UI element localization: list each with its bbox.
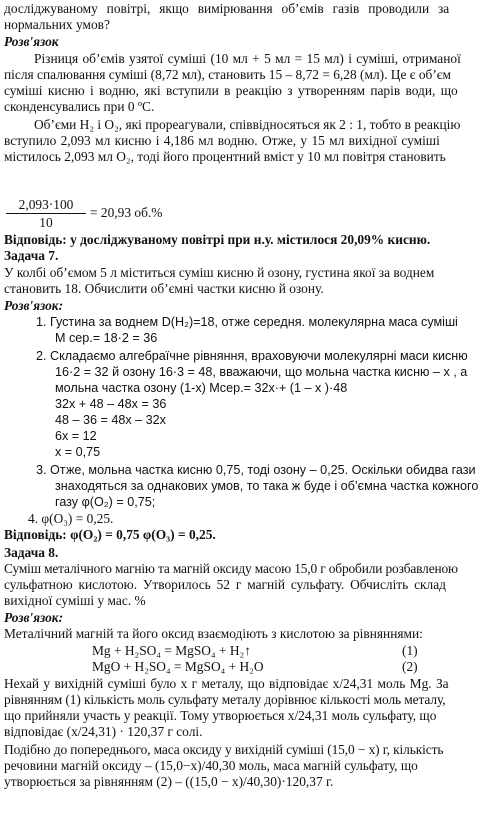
text-line: досліджуваному повітрі, якщо вимірювання об’ємів газів проводили за bbox=[4, 1, 450, 16]
equation-number: (1) bbox=[402, 643, 418, 658]
text-line: Об’єми H₂ і O₂, які прореагували, співвідносяться як 2 : 1, тобто в реакцію bbox=[34, 117, 461, 132]
list-item: 1. Густина за воднем D(H₂)=18, отже середня. молекулярна маса суміші bbox=[36, 315, 458, 329]
text-line: 16·2 = 32 й озону 16·3 = 48, вважаючи, що мольна частка кисню – х , а bbox=[55, 365, 468, 379]
text-line: відповідає (х/24,31) · 120,37 г солі. bbox=[4, 724, 203, 739]
equation-line: 48 – 36 = 48х – 32х bbox=[55, 413, 166, 427]
section-heading: Розв'язок: bbox=[4, 298, 64, 313]
text-line: Різниця об’ємів узятої суміші (10 мл + 5 мл = 15 мл) і суміші, отриманої bbox=[34, 51, 461, 66]
reaction-equation: MgO + H₂SO₄ = MgSO₄ + H₂O bbox=[92, 659, 264, 674]
text-line: становить 18. Обчислити об’ємні частки кисню й озону. bbox=[4, 281, 324, 296]
text-line: сульфатною кислотою. Утворилось 52 г магній сульфату. Обчисліть склад bbox=[4, 577, 446, 592]
list-item: 4. φ(O₃) = 0,25. bbox=[28, 511, 114, 526]
equation-line: 6х = 12 bbox=[55, 429, 97, 443]
text-line: утворюється за рівнянням (2) – ((15,0 − х)/40,30)·120,37 г. bbox=[4, 774, 334, 789]
text-line: Подібно до попереднього, маса оксиду у вихідній суміші (15,0 − х) г, кількість bbox=[4, 742, 444, 757]
fraction bbox=[6, 197, 86, 230]
text-line: нормальних умов? bbox=[4, 17, 110, 32]
text-line: рівнянням (1) кількість моль сульфату металу дорівнює кількості моль металу, bbox=[4, 692, 446, 707]
text-line: знаходяться за однакових умов, то така ж буде і об’ємна частка кожного bbox=[55, 479, 479, 493]
text-line: сконденсувались при 0 ºС. bbox=[4, 99, 155, 114]
task-heading: Задача 8. bbox=[4, 545, 59, 560]
text-line: M сер.= 18·2 = 36 bbox=[55, 331, 158, 345]
list-item: 2. Складаємо алгебраїчне рівняння, враховуючи молекулярні маси кисню bbox=[36, 349, 468, 363]
section-heading: Розв'язок bbox=[4, 34, 59, 49]
text-line: газу φ(O₂) = 0,75; bbox=[55, 495, 156, 509]
text-line: Металічний магній та його оксид взаємодіють з кислотою за рівняннями: bbox=[4, 626, 423, 641]
list-item: 3. Отже, мольна частка кисню 0,75, тоді озону – 0,25. Оскільки обидва гази bbox=[36, 463, 476, 477]
text-line: після спалювання суміші (8,72 мл), становить 15 – 8,72 = 6,28 (мл). Це є об’єм bbox=[4, 67, 452, 82]
text-line: У колбі об’ємом 5 л міститься суміш кисню й озону, густина якої за воднем bbox=[4, 265, 435, 280]
text-line: речовини магній оксиду – (15,0−х)/40,30 моль, маса магній сульфату, що bbox=[4, 758, 418, 773]
fraction-result: = 20,93 об.% bbox=[90, 205, 163, 220]
equation-line: х = 0,75 bbox=[55, 445, 101, 459]
equation-line: 32х + 48 – 48х = 36 bbox=[55, 397, 167, 411]
fraction-numerator: 2,093·100 bbox=[6, 197, 86, 214]
text-line: суміші кисню і водню, які вступили в реакцію з утворенням парів води, що bbox=[4, 83, 458, 98]
text-line: Нехай у вихідній суміші було х г металу, що відповідає х/24,31 моль Mg. За bbox=[4, 676, 449, 691]
answer-line: Відповідь: φ(O₂) = 0,75 φ(O₃) = 0,25. bbox=[4, 527, 216, 542]
equation-number: (2) bbox=[402, 659, 418, 674]
text-line: містилось 2,093 мл O₂, тоді його процентний вміст у 10 мл повітря становить bbox=[4, 149, 446, 164]
text-line: що прийняли участь у реакції. Тому утворюється х/24,31 моль сульфату, що bbox=[4, 708, 437, 723]
fraction-denominator: 10 bbox=[39, 215, 53, 230]
text-line: вихідної суміші у мас. % bbox=[4, 593, 146, 608]
section-heading: Розв'язок: bbox=[4, 610, 64, 625]
reaction-equation: Mg + H₂SO₄ = MgSO₄ + H₂↑ bbox=[92, 643, 251, 658]
answer-line: Відповідь: у досліджуваному повітрі при н.у. містилося 20,09% кисню. bbox=[4, 232, 431, 247]
text-line: мольна частка озону (1-х) Mсер.= 32х·+ (1 – х )·48 bbox=[55, 381, 348, 395]
text-line: Суміш металічного магнію та магній оксиду масою 15,0 г обробили розбавленою bbox=[4, 561, 458, 576]
task-heading: Задача 7. bbox=[4, 248, 59, 263]
text-line: вступило 2,093 мл кисню і 4,186 мл водню. Отже, у 15 мл вихідної суміші bbox=[4, 133, 440, 148]
